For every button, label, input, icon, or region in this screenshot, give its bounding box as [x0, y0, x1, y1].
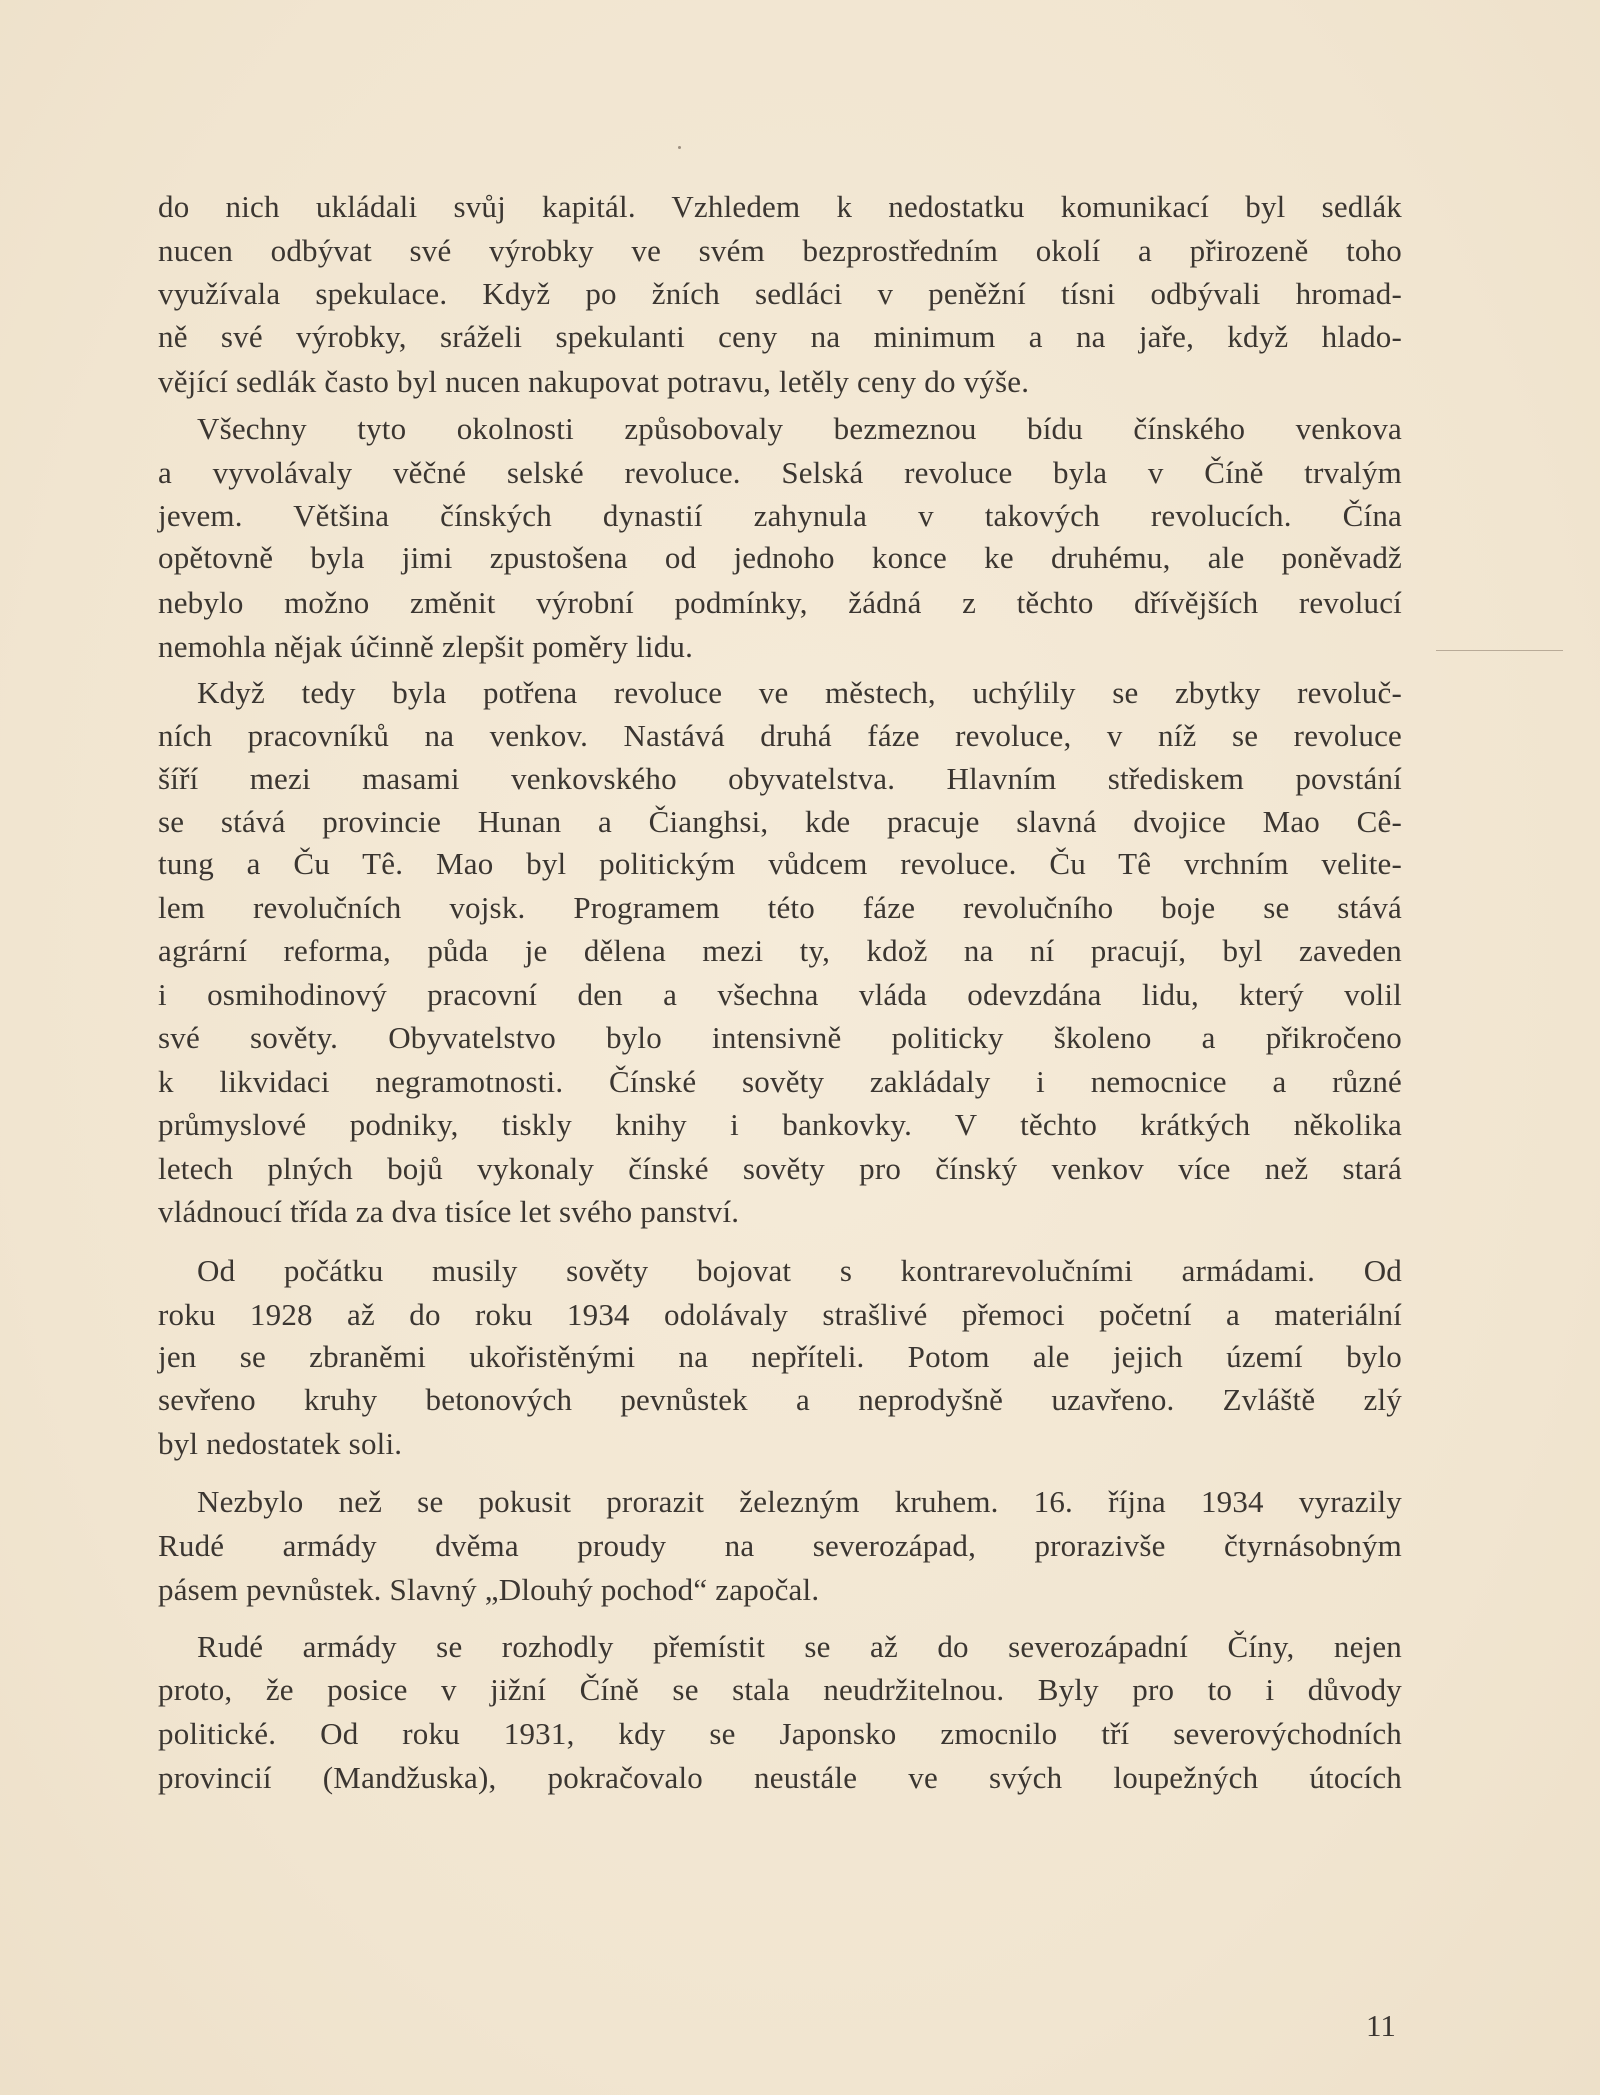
text-line: nucen odbývat své výrobky ve svém bezprostředním okolí a přirozeně toho [158, 233, 1402, 268]
text-line: vládnoucí třída za dva tisíce let svého panství. [158, 1194, 740, 1229]
text-line: letech plných bojů vykonaly čínské sověty pro čínský venkov více než stará [158, 1151, 1402, 1186]
text-line: pásem pevnůstek. Slavný „Dlouhý pochod“ započal. [158, 1572, 820, 1607]
text-line: Všechny tyto okolnosti způsobovaly bezmeznou bídu čínského venkova [197, 411, 1402, 446]
text-line: Když tedy byla potřena revoluce ve městech, uchýlily se zbytky revoluč- [197, 675, 1402, 710]
text-line: do nich ukládali svůj kapitál. Vzhledem k nedostatku komunikací byl sedlák [158, 189, 1402, 224]
text-line: jevem. Většina čínských dynastií zahynula v takových revolucích. Čína [158, 498, 1402, 533]
text-line: agrární reforma, půda je dělena mezi ty, kdož na ní pracují, byl zaveden [158, 933, 1402, 968]
text-line: k likvidaci negramotnosti. Čínské sověty zakládaly i nemocnice a různé [158, 1064, 1402, 1099]
text-line: byl nedostatek soli. [158, 1426, 403, 1461]
text-line: vějící sedlák často byl nucen nakupovat potravu, letěly ceny do výše. [158, 364, 1030, 399]
text-line: Rudé armády dvěma proudy na severozápad, prorazivše čtyrnásobným [158, 1528, 1402, 1563]
text-line: průmyslové podniky, tiskly knihy i bankovky. V těchto krátkých několika [158, 1107, 1402, 1142]
text-line: Rudé armády se rozhodly přemístit se až do severozápadní Číny, nejen [197, 1629, 1402, 1664]
text-line: jen se zbraněmi ukořistěnými na nepříteli. Potom ale jejich území bylo [158, 1339, 1402, 1374]
text-line: ních pracovníků na venkov. Nastává druhá fáze revoluce, v níž se revoluce [158, 718, 1402, 753]
text-line: ně své výrobky, sráželi spekulanti ceny na minimum a na jaře, když hlado- [158, 319, 1402, 354]
ink-speck [678, 146, 681, 149]
page-number: 11 [1366, 2008, 1396, 2043]
text-line: se stává provincie Hunan a Čianghsi, kde pracuje slavná dvojice Mao Cê- [158, 804, 1402, 839]
text-line: provincií (Mandžuska), pokračovalo neustále ve svých loupežných útocích [158, 1760, 1402, 1795]
text-line: sevřeno kruhy betonových pevnůstek a neprodyšně uzavřeno. Zvláště zlý [158, 1382, 1402, 1417]
text-line: politické. Od roku 1931, kdy se Japonsko zmocnilo tří severovýchodních [158, 1716, 1402, 1751]
text-line: proto, že posice v jižní Číně se stala neudržitelnou. Byly pro to i důvody [158, 1672, 1402, 1707]
margin-line-mark [1436, 650, 1563, 651]
text-line: Nezbylo než se pokusit prorazit železným kruhem. 16. října 1934 vyrazily [197, 1484, 1402, 1519]
text-line: lem revolučních vojsk. Programem této fáze revolučního boje se stává [158, 890, 1402, 925]
text-line: šíří mezi masami venkovského obyvatelstva. Hlavním střediskem povstání [158, 761, 1402, 796]
text-line: nemohla nějak účinně zlepšit poměry lidu. [158, 629, 694, 664]
text-line: Od počátku musily sověty bojovat s kontrarevolučními armádami. Od [197, 1253, 1402, 1288]
text-line: a vyvolávaly věčné selské revoluce. Selská revoluce byla v Číně trvalým [158, 455, 1402, 490]
text-line: využívala spekulace. Když po žních sedláci v peněžní tísni odbývali hromad- [158, 276, 1402, 311]
text-line: tung a Ču Tê. Mao byl politickým vůdcem revoluce. Ču Tê vrchním velite- [158, 846, 1402, 881]
text-line: své sověty. Obyvatelstvo bylo intensivně politicky školeno a přikročeno [158, 1020, 1402, 1055]
text-line: roku 1928 až do roku 1934 odolávaly strašlivé přemoci početní a materiální [158, 1297, 1402, 1332]
text-line: i osmihodinový pracovní den a všechna vláda odevzdána lidu, který volil [158, 977, 1402, 1012]
text-line: opětovně byla jimi zpustošena od jednoho konce ke druhému, ale poněvadž [158, 540, 1402, 575]
text-line: nebylo možno změnit výrobní podmínky, žádná z těchto dřívějších revolucí [158, 585, 1402, 620]
